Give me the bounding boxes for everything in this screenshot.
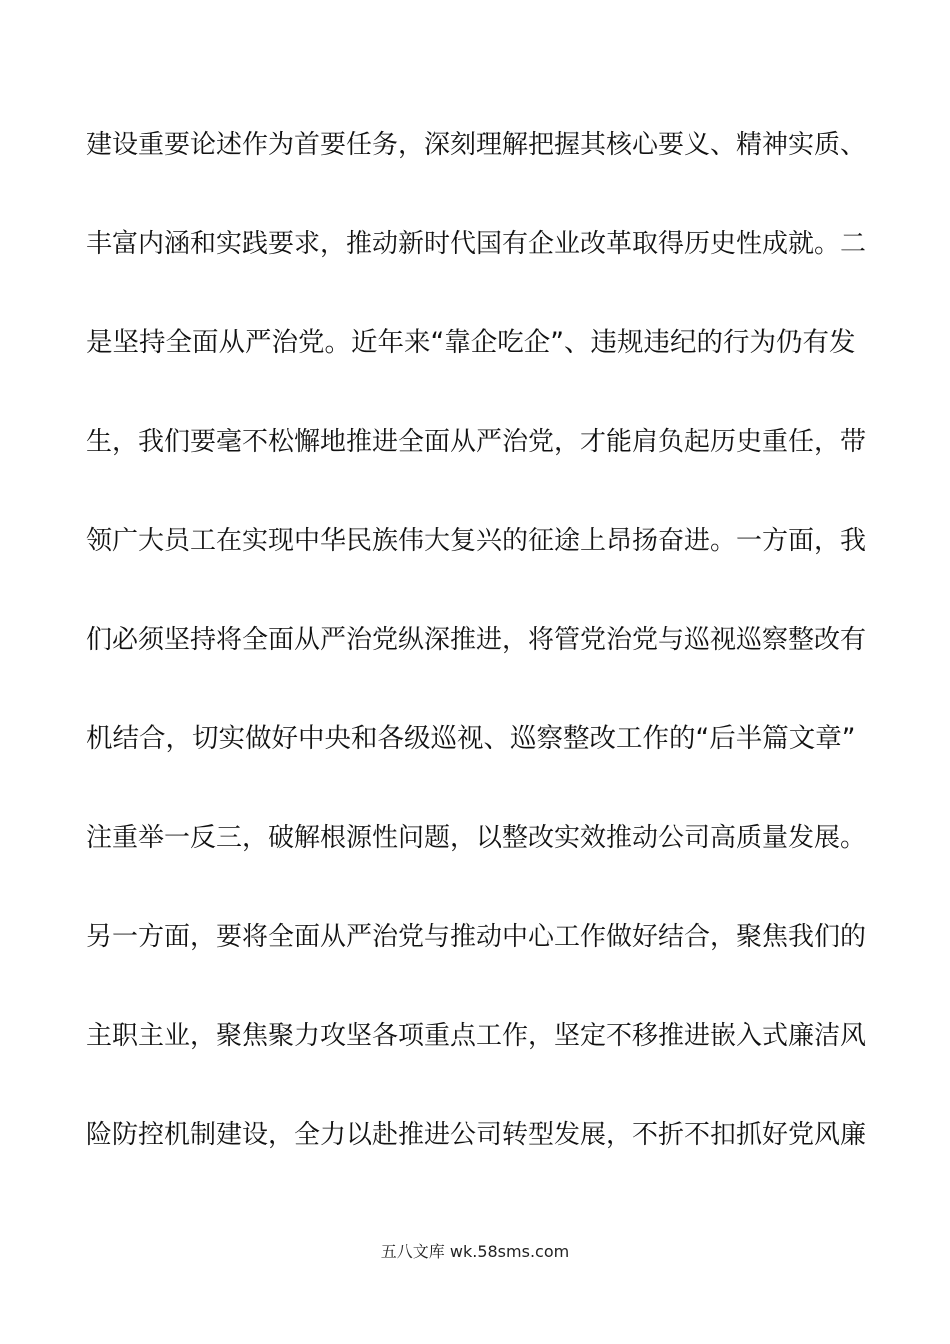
text-line-7: 机结合，切实做好中央和各级巡视、巡察整改工作的“后半篇文章”: [86, 723, 856, 754]
text-line-3: 是坚持全面从严治党。近年来“靠企吃企”、违规违纪的行为仍有发: [86, 327, 856, 358]
text-line-10: 主职主业，聚焦聚力攻坚各项重点工作，坚定不移推进嵌入式廉洁风: [86, 1021, 867, 1051]
text-line-6: 们必须坚持将全面从严治党纵深推进，将管党治党与巡视巡察整改有: [86, 625, 867, 655]
text-line-11: 险防控机制建设，全力以赴推进公司转型发展，不折不扣抓好党风廉: [86, 1120, 867, 1150]
text-line-1: 建设重要论述作为首要任务，深刻理解把握其核心要义、精神实质、: [86, 130, 867, 160]
text-line-8: 注重举一反三，破解根源性问题，以整改实效推动公司高质量发展。: [86, 823, 867, 853]
text-line-2: 丰富内涵和实践要求，推动新时代国有企业改革取得历史性成就。二: [86, 229, 867, 259]
text-line-5: 领广大员工在实现中华民族伟大复兴的征途上昂扬奋进。一方面，我: [86, 526, 867, 556]
text-line-9: 另一方面，要将全面从严治党与推动中心工作做好结合，聚焦我们的: [86, 922, 867, 952]
page-footer: 五八文库 wk.58sms.com: [380, 1242, 570, 1261]
text-line-4: 生，我们要毫不松懈地推进全面从严治党，才能肩负起历史重任，带: [86, 427, 867, 457]
